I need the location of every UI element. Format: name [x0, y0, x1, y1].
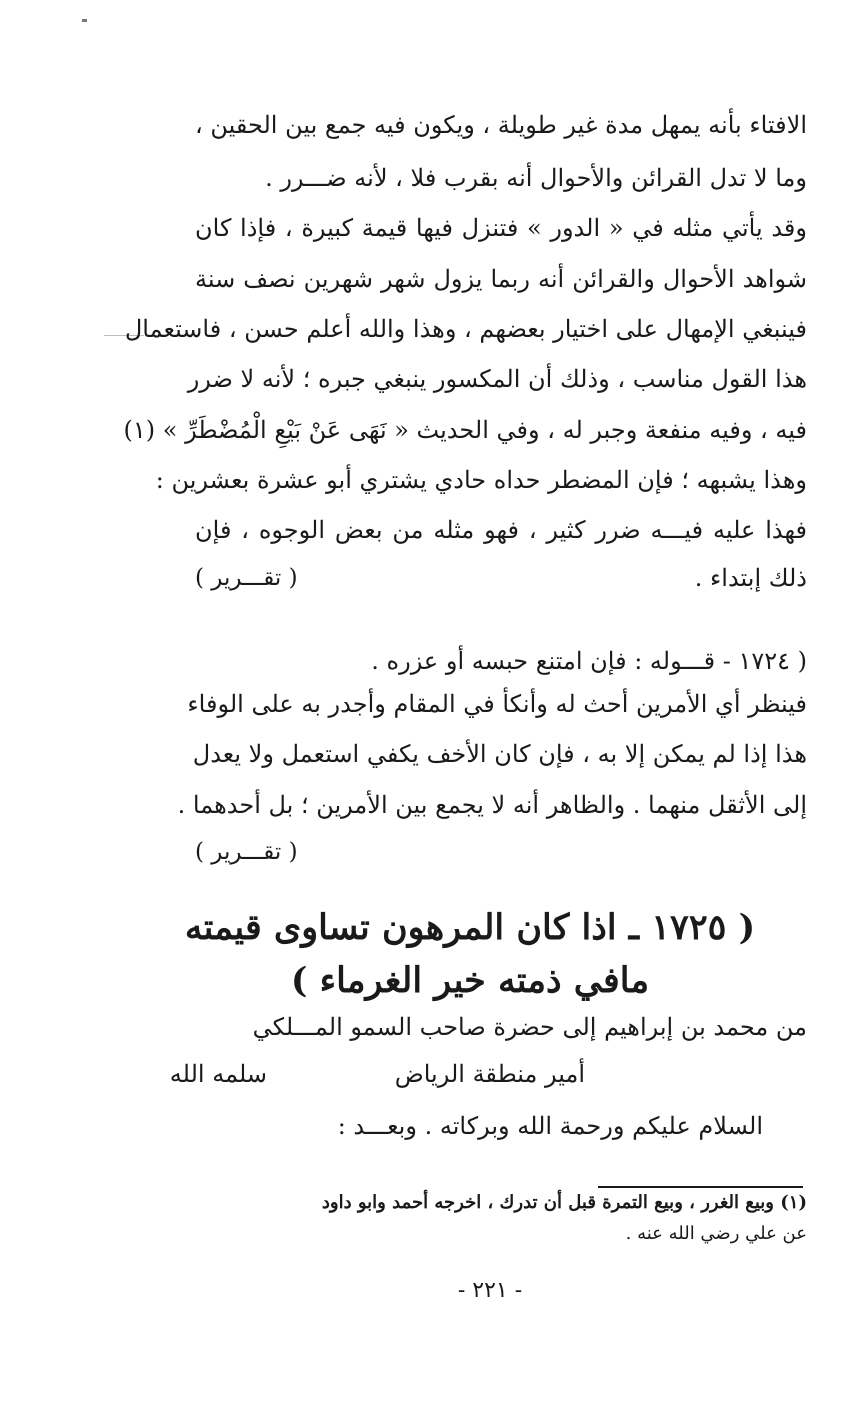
recipient-title: أمير منطقة الرياض: [394, 1060, 585, 1088]
paragraph2-line-2: شواهد الأحوال والقرائن أنه ربما يزول شهر شهرين نصف سنة: [195, 265, 807, 293]
paragraph2-line-1: وقد يأتي مثله في « الدور » فتنزل فيها قيمة كبيرة ، فإذا كان: [195, 214, 807, 242]
paragraph2-line-4: هذا القول مناسب ، وذلك أن المكسور ينبغي جبره ؛ لأنه لا ضرر: [187, 365, 807, 393]
letter-greeting: السلام عليكم ورحمة الله وبركاته . وبعـــد :: [337, 1112, 763, 1140]
scan-speck: [82, 19, 87, 22]
footnote-divider: [598, 1186, 803, 1188]
paragraph2-line-8: ذلك إبتداء .: [694, 564, 807, 592]
section1724-source: ( تقـــرير ): [195, 839, 298, 865]
section1725-heading-line-2: مافي ذمته خير الغرماء ): [290, 960, 650, 1001]
paragraph2-line-7: فهذا عليه فيـــه ضرر كثير ، فهو مثله من بعض الوجوه ، فإن: [195, 516, 807, 544]
paragraph1-line-2: وما لا تدل القرائن والأحوال أنه بقرب فلا ، لأنه ضـــرر .: [265, 164, 807, 192]
letter-from-line: من محمد بن إبراهيم إلى حضرة صاحب السمو المـــلكي: [252, 1013, 807, 1041]
footnote-line-1: (١) وبيع الغرر ، وبيع التمرة قبل أن تدرك ، اخرجه أحمد وابو داود: [321, 1192, 807, 1213]
page-number: - ٢٢١ -: [457, 1278, 523, 1303]
paragraph2-source: ( تقـــرير ): [195, 565, 298, 591]
paragraph2-line-5: فيه ، وفيه منفعة وجبر له ، وفي الحديث « نَهَى عَنْ بَيْعِ الْمُضْطَرِّ » (١): [123, 416, 807, 444]
section1724-line-1: فينظر أي الأمرين أحث له وأنكأ في المقام وأجدر به على الوفاء: [187, 690, 807, 718]
footnote-line-2: عن علي رضي الله عنه .: [625, 1223, 807, 1244]
section1724-title: ( ١٧٢٤ - قـــوله : فإن امتنع حبسه أو عزره .: [371, 647, 807, 675]
section1724-line-2: هذا إذا لم يمكن إلا به ، فإن كان الأخف يكفي استعمل ولا يعدل: [192, 740, 807, 768]
paragraph2-line-6: وهذا يشبهه ؛ فإن المضطر حداه حادي يشتري أبو عشرة بعشرين :: [155, 466, 807, 494]
paragraph2-line-3: فينبغي الإمهال على اختيار بعضهم ، وهذا والله أعلم حسن ، فاستعمال: [124, 315, 807, 343]
section1725-heading-line-1: ( ١٧٢٥ ـ اذا كان المرهون تساوى قيمته: [184, 907, 756, 948]
recipient-blessing: سلمه الله: [169, 1060, 267, 1088]
section1724-line-3: إلى الأثقل منهما . والظاهر أنه لا يجمع بين الأمرين ؛ بل أحدهما .: [177, 791, 807, 819]
paragraph1-line-1: الافتاء بأنه يمهل مدة غير طويلة ، ويكون فيه جمع بين الحقين ،: [194, 111, 807, 139]
